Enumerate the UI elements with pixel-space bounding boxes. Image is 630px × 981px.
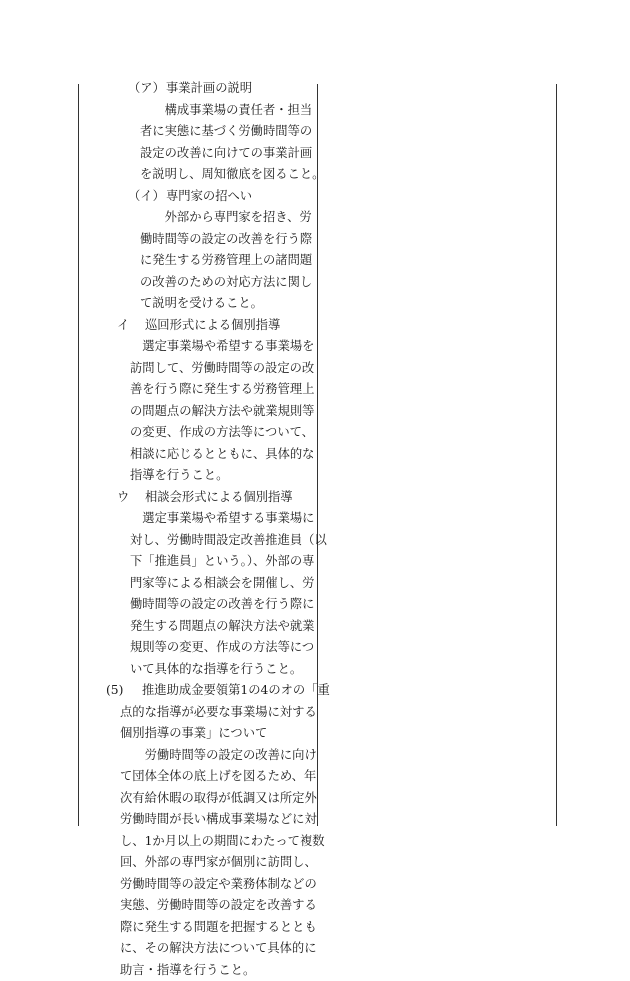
heading-i-title: 巡回形式による個別指導 bbox=[117, 318, 280, 332]
body-5-line: 際に発生する問題を把握するととも bbox=[80, 917, 316, 939]
heading-u-label: ウ bbox=[117, 487, 129, 509]
body-5-line: に、その解決方法について具体的に bbox=[80, 938, 316, 960]
body-u-line: 発生する問題点の解決方法や就業 bbox=[80, 616, 316, 638]
body-5-line: 次有給休暇の取得が低調又は所定外 bbox=[80, 788, 316, 810]
body-5-line: 助言・指導を行うこと。 bbox=[80, 960, 316, 981]
body-a-2-line: の改善のための対応方法に関し bbox=[80, 272, 316, 294]
heading-i bbox=[80, 315, 316, 337]
heading-5-label: (5) bbox=[106, 680, 123, 702]
body-5-line: 労働時間が長い構成事業場などに対 bbox=[80, 809, 316, 831]
body-i-line: 指導を行うこと。 bbox=[80, 465, 316, 487]
body-i-line: の問題点の解決方法や就業規則等 bbox=[80, 401, 316, 423]
table-border-right bbox=[556, 84, 557, 826]
body-a-2-line: 外部から専門家を招き、労 bbox=[80, 207, 316, 229]
left-column-text bbox=[80, 78, 316, 981]
body-a-1-line: 者に実態に基づく労働時間等の bbox=[80, 121, 316, 143]
body-u-line: いて具体的な指導を行うこと。 bbox=[80, 659, 316, 681]
body-5-line: 回、外部の専門家が個別に訪問し、 bbox=[80, 852, 316, 874]
heading-5-title: 推進助成金要領第1の4のオの「重 bbox=[106, 683, 330, 697]
body-a-1-line: 構成事業場の責任者・担当 bbox=[80, 100, 316, 122]
heading-i-label: イ bbox=[117, 315, 129, 337]
heading-5-title-line: 個別指導の事業」について bbox=[80, 723, 316, 745]
body-5-line: し、1か月以上の期間にわたって複数 bbox=[80, 831, 316, 853]
heading-a-2-title: 専門家の招へい bbox=[128, 189, 252, 203]
heading-a-1-label: （ア） bbox=[128, 78, 165, 100]
body-u-line: 下「推進員」という。）、外部の専 bbox=[80, 551, 316, 573]
body-i-line: 善を行う際に発生する労務管理上 bbox=[80, 379, 316, 401]
heading-a-1 bbox=[80, 78, 316, 100]
heading-a-2-label: （イ） bbox=[128, 186, 165, 208]
heading-5 bbox=[80, 680, 316, 702]
body-u-line: 選定事業場や希望する事業場に bbox=[80, 508, 316, 530]
body-a-1-line: を説明し、周知徹底を図ること。 bbox=[80, 164, 316, 186]
body-u-line: 働時間等の設定の改善を行う際に bbox=[80, 594, 316, 616]
body-u-line: 規則等の変更、作成の方法等につ bbox=[80, 637, 316, 659]
body-5-line: て団体全体の底上げを図るため、年 bbox=[80, 766, 316, 788]
body-u-line: 対し、労働時間設定改善推進員（以 bbox=[80, 530, 316, 552]
body-a-2-line: 働時間等の設定の改善を行う際 bbox=[80, 229, 316, 251]
body-a-2-line: て説明を受けること。 bbox=[80, 293, 316, 315]
body-i-line: の変更、作成の方法等について、 bbox=[80, 422, 316, 444]
table-border-middle bbox=[317, 84, 318, 826]
heading-a-2 bbox=[80, 186, 316, 208]
heading-u bbox=[80, 487, 316, 509]
body-5-line: 実態、労働時間等の設定を改善する bbox=[80, 895, 316, 917]
heading-a-1-title: 事業計画の説明 bbox=[128, 81, 252, 95]
body-i-line: 選定事業場や希望する事業場を bbox=[80, 336, 316, 358]
body-5-line: 労働時間等の設定や業務体制などの bbox=[80, 874, 316, 896]
heading-5-title-line: 点的な指導が必要な事業場に対する bbox=[80, 702, 316, 724]
body-a-1-line: 設定の改善に向けての事業計画 bbox=[80, 143, 316, 165]
body-i-line: 相談に応じるとともに、具体的な bbox=[80, 444, 316, 466]
body-a-2-line: に発生する労務管理上の諸問題 bbox=[80, 250, 316, 272]
body-5-line: 労働時間等の設定の改善に向け bbox=[80, 745, 316, 767]
table-border-left bbox=[78, 84, 79, 826]
heading-u-title: 相談会形式による個別指導 bbox=[117, 490, 293, 504]
body-i-line: 訪問して、労働時間等の設定の改 bbox=[80, 358, 316, 380]
body-u-line: 門家等による相談会を開催し、労 bbox=[80, 573, 316, 595]
